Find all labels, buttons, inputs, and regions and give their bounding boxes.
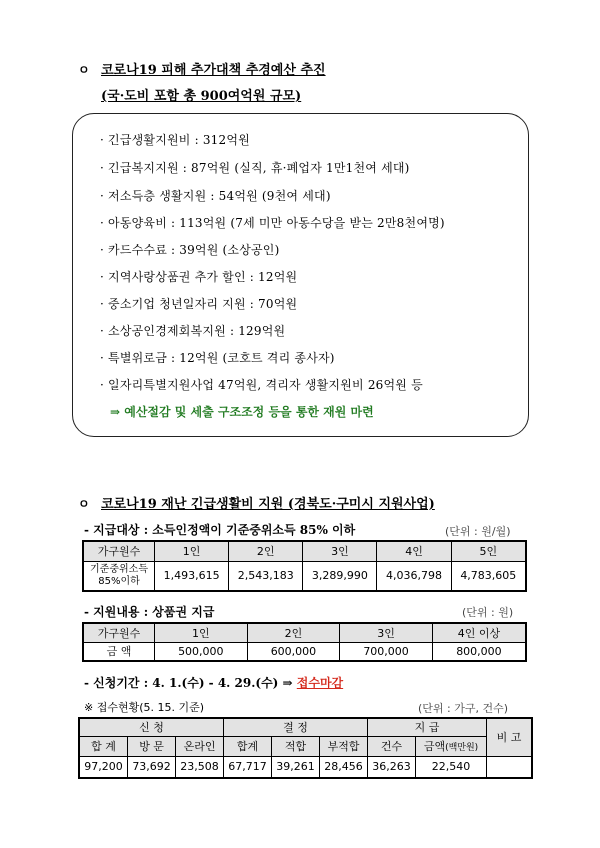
sub-header: 부적합 — [320, 736, 368, 756]
sub-header: 건수 — [368, 736, 416, 756]
table-cell: 3,289,990 — [303, 561, 377, 591]
table-cell: 22,540 — [416, 756, 487, 778]
table-header: 5인 — [451, 541, 526, 561]
budget-item: · 아동양육비 : 113억원 (7세 미만 아동수당을 받는 2만8천여명) — [100, 216, 445, 230]
sub-header: 방 문 — [128, 736, 176, 756]
target-unit: (단위 : 원/월) — [445, 525, 511, 538]
budget-item: · 저소득층 생활지원 : 54억원 (9천여 세대) — [100, 189, 331, 203]
sub-header: 합계 — [224, 736, 272, 756]
section1-title: 코로나19 피해 추가대책 추경예산 추진 — [101, 63, 326, 78]
table-cell: 4,783,605 — [451, 561, 526, 591]
amount-label: 금액 — [423, 740, 446, 753]
group-header-remarks: 비 고 — [487, 718, 533, 756]
table-header: 가구원수 — [83, 623, 155, 642]
status-title: ※ 접수현황(5. 15. 기준) — [84, 701, 205, 714]
period-line — [84, 674, 343, 691]
table-cell: 500,000 — [155, 642, 248, 661]
group-header-decision: 결 정 — [224, 718, 368, 736]
table-cell: 39,261 — [272, 756, 320, 778]
table-cell: 700,000 — [340, 642, 433, 661]
income-threshold-table — [82, 540, 527, 592]
table-header: 가구원수 — [83, 541, 155, 561]
row-label-line: 85%이하 — [98, 575, 140, 587]
sub-header-amount — [416, 736, 487, 756]
table-cell: 2,543,183 — [229, 561, 303, 591]
table-header: 3인 — [340, 623, 433, 642]
budget-item: · 지역사랑상품권 추가 할인 : 12억원 — [100, 270, 298, 284]
sub-header: 온라인 — [176, 736, 224, 756]
table-cell — [487, 756, 533, 778]
budget-item: · 카드수수료 : 39억원 (소상공인) — [100, 243, 280, 257]
status-unit: (단위 : 가구, 건수) — [418, 702, 509, 715]
section2-title: 코로나19 재난 긴급생활비 지원 (경북도·구미시 지원사업) — [101, 497, 435, 512]
sub-header: 적합 — [272, 736, 320, 756]
budget-item: · 특별위로금 : 12억원 (코호트 격리 종사자) — [100, 351, 335, 365]
section1-subtitle: (국·도비 포함 총 900여억원 규모) — [101, 89, 302, 104]
sub-header: 합 계 — [79, 736, 128, 756]
section2-bullet: ㅇ — [78, 497, 90, 511]
table-cell: 600,000 — [247, 642, 340, 661]
table-header: 1인 — [155, 541, 229, 561]
target-line: - 지급대상 : 소득인정액이 기준중위소득 85% 이하 — [84, 523, 356, 537]
table-cell: 67,717 — [224, 756, 272, 778]
table-cell: 800,000 — [432, 642, 526, 661]
closed-status: 접수마감 — [296, 676, 344, 690]
budget-item: · 일자리특별지원사업 47억원, 격리자 생활지원비 26억원 등 — [100, 378, 423, 392]
budget-item: · 중소기업 청년일자리 지원 : 70억원 — [100, 297, 298, 311]
table-header: 1인 — [155, 623, 248, 642]
period-text: - 신청기간 : 4. 1.(수) - 4. 29.(수) ⇒ — [84, 676, 297, 690]
table-header: 2인 — [247, 623, 340, 642]
row-label — [83, 561, 155, 591]
application-status-table — [78, 717, 533, 779]
content-line: - 지원내용 : 상품권 지급 — [84, 605, 215, 619]
amount-unit: (백만원) — [445, 743, 479, 753]
group-header-payment: 지 급 — [368, 718, 487, 736]
table-cell: 23,508 — [176, 756, 224, 778]
row-label: 금 액 — [83, 642, 155, 661]
table-cell: 36,263 — [368, 756, 416, 778]
table-cell: 1,493,615 — [155, 561, 229, 591]
table-header: 4인 이상 — [432, 623, 526, 642]
row-label-line: 기준중위소득 — [90, 563, 148, 575]
table-cell: 4,036,798 — [377, 561, 451, 591]
section1-bullet: ㅇ — [78, 63, 90, 77]
funding-conclusion: ⇒ 예산절감 및 세출 구조조정 등을 통한 재원 마련 — [110, 405, 374, 419]
budget-item: · 소상공인경제회복지원 : 129억원 — [100, 324, 286, 338]
table-header: 2인 — [229, 541, 303, 561]
group-header-application: 신 청 — [79, 718, 224, 736]
content-unit: (단위 : 원) — [462, 606, 514, 619]
budget-item: · 긴급복지지원 : 87억원 (실직, 휴·폐업자 1만1천여 세대) — [100, 161, 410, 175]
budget-item: · 긴급생활지원비 : 312억원 — [100, 133, 250, 147]
table-cell: 97,200 — [79, 756, 128, 778]
table-header: 4인 — [377, 541, 451, 561]
table-header: 3인 — [303, 541, 377, 561]
table-cell: 73,692 — [128, 756, 176, 778]
voucher-amount-table — [82, 622, 527, 662]
table-cell: 28,456 — [320, 756, 368, 778]
